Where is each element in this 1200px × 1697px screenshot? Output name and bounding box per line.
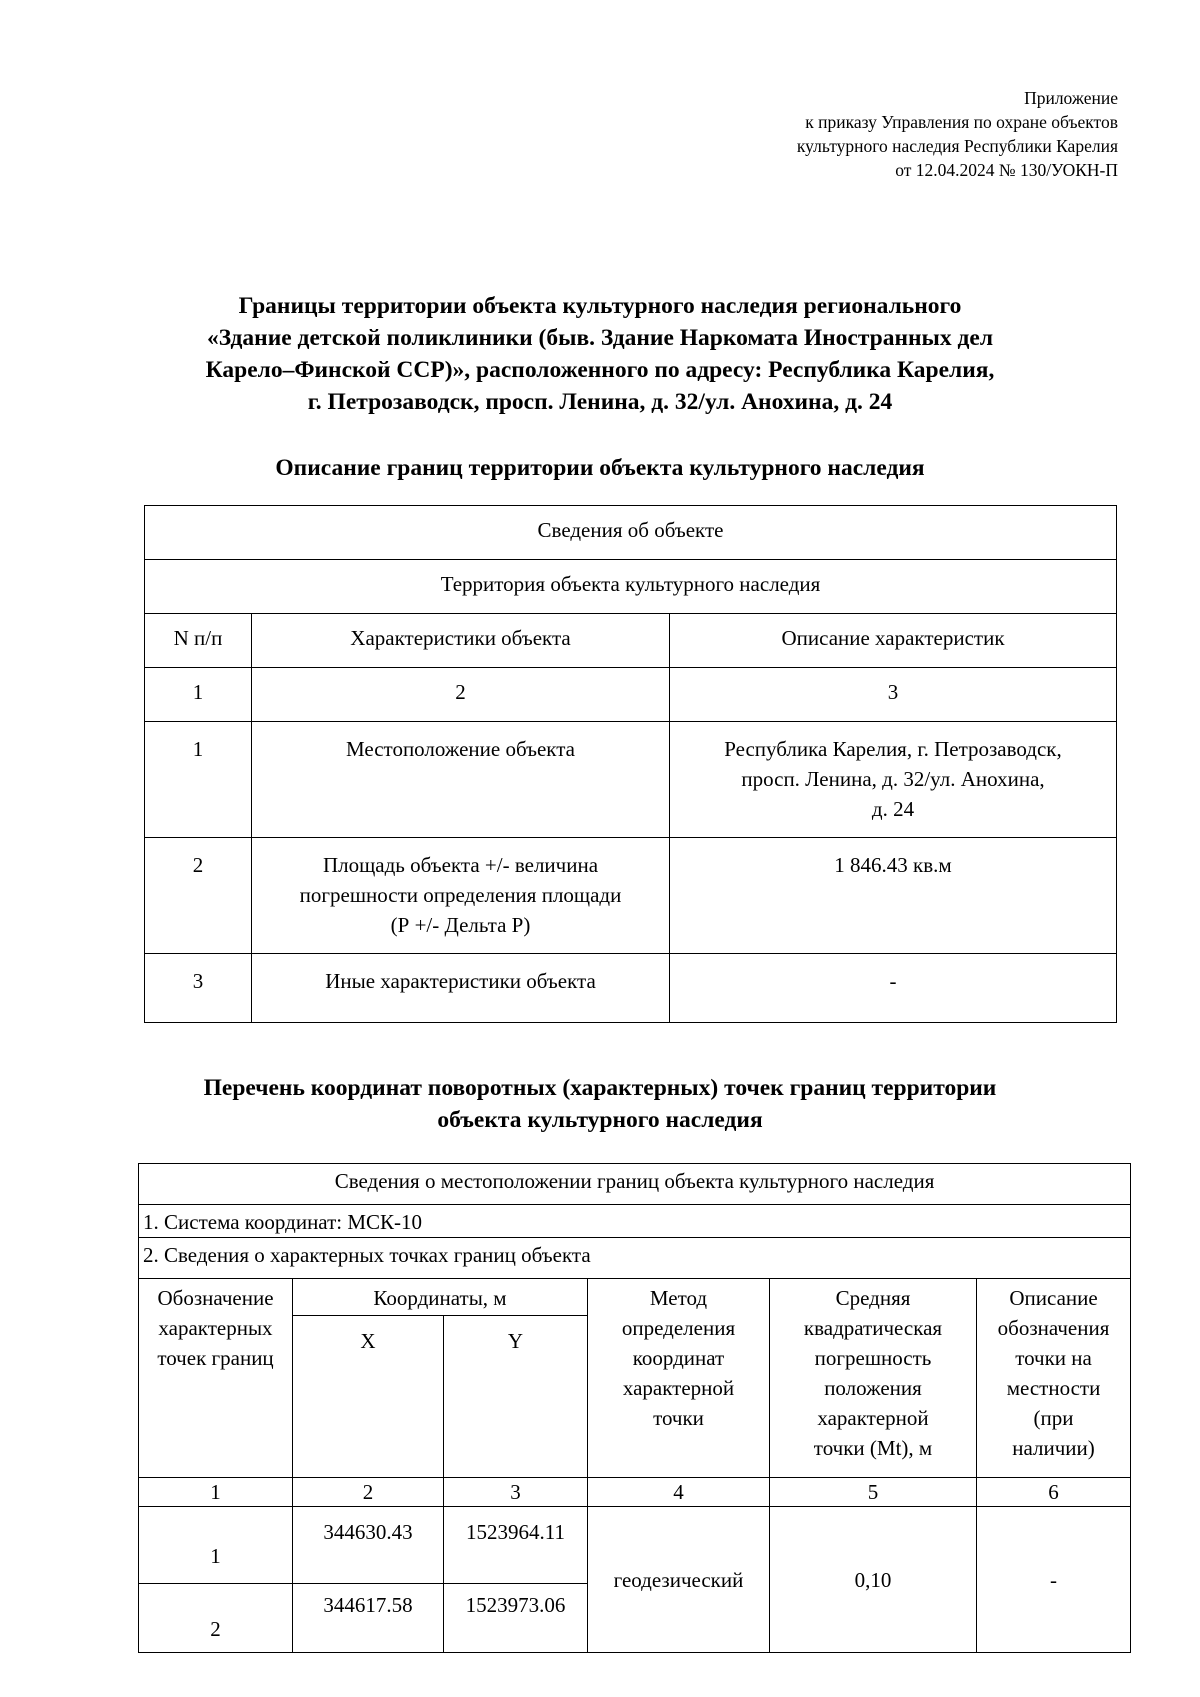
cell-line: погрешности определения площади	[299, 883, 622, 907]
cell-line: просп. Ленина, д. 32/ул. Анохина,	[741, 767, 1045, 791]
header-line: координат	[632, 1346, 725, 1370]
y-header: Y	[444, 1316, 588, 1478]
column-number: 2	[293, 1478, 444, 1507]
title-line: Границы территории объекта культурного наследия регионального	[238, 293, 962, 319]
cell-line: -	[889, 969, 897, 993]
appendix-line: от 12.04.2024 № 130/УОКН-П	[895, 160, 1118, 180]
header-line: Средняя	[835, 1286, 911, 1310]
column-number: 6	[977, 1478, 1131, 1507]
column-number: 2	[252, 668, 670, 722]
cell-line: Республика Карелия, г. Петрозаводск,	[724, 737, 1062, 761]
error-header	[770, 1279, 977, 1478]
cell-line: Площадь объекта +/- величина	[322, 853, 599, 877]
document-title	[100, 290, 1100, 418]
table-row	[145, 722, 1117, 838]
header-line: обозначения	[997, 1316, 1110, 1340]
characteristic-cell	[252, 954, 670, 1023]
object-info-table	[144, 505, 1117, 1023]
title-line: Карело–Финской ССР)», расположенного по адресу: Республика Карелия,	[205, 357, 995, 383]
cell-line: д. 24	[871, 797, 915, 821]
x-header: X	[293, 1316, 444, 1478]
characteristic-cell	[252, 838, 670, 954]
title-line: Перечень координат поворотных (характерных) точек границ территории	[203, 1075, 997, 1101]
description-cell	[670, 838, 1117, 954]
appendix-header	[698, 86, 1118, 182]
row-number: 1	[145, 722, 252, 838]
header-line: квадратическая	[803, 1316, 943, 1340]
column-number: 3	[670, 668, 1117, 722]
header-line: точек границ	[157, 1346, 274, 1370]
coordinates-table	[138, 1163, 1131, 1653]
header-line: определения	[621, 1316, 736, 1340]
section-title-boundaries: Описание границ территории объекта культурного наследия	[275, 455, 925, 481]
header-line: (при	[1033, 1406, 1074, 1430]
point-id: 2	[139, 1584, 293, 1653]
column-number: 1	[145, 668, 252, 722]
row-number: 3	[145, 954, 252, 1023]
point-id: 1	[139, 1507, 293, 1584]
row-number: 2	[145, 838, 252, 954]
points-section-label: 2. Сведения о характерных точках границ объекта	[139, 1238, 1131, 1279]
appendix-line: Приложение	[1024, 88, 1118, 108]
point-description-header	[977, 1279, 1131, 1478]
header-line: Обозначение	[157, 1286, 274, 1310]
header-line: точки (Mt), м	[813, 1436, 933, 1460]
cell-line: Иные характеристики объекта	[325, 969, 596, 993]
table-row	[145, 838, 1117, 954]
column-number: 1	[139, 1478, 293, 1507]
coordinates-header: Координаты, м	[293, 1279, 588, 1316]
cell-line: 1 846.43 кв.м	[834, 853, 952, 877]
title-line: г. Петрозаводск, просп. Ленина, д. 32/ул. Анохина, д. 24	[307, 389, 893, 415]
coordinate-system: 1. Система координат: МСК-10	[139, 1205, 1131, 1238]
table-row	[139, 1507, 1131, 1584]
appendix-line: к приказу Управления по охране объектов	[805, 112, 1118, 132]
header-line: местности	[1006, 1376, 1101, 1400]
cell-line: (Р +/- Дельта Р)	[390, 913, 531, 937]
table-caption: Сведения об объекте	[145, 506, 1117, 560]
column-header: Описание характеристик	[670, 614, 1117, 668]
title-line: объекта культурного наследия	[437, 1107, 763, 1133]
point-y: 1523964.11	[444, 1507, 588, 1584]
column-number: 5	[770, 1478, 977, 1507]
method-cell: геодезический	[588, 1507, 770, 1653]
appendix-line: культурного наследия Республики Карелия	[796, 136, 1118, 156]
header-line: положения	[824, 1376, 922, 1400]
point-description-cell: -	[977, 1507, 1131, 1653]
header-line: характерной	[622, 1376, 735, 1400]
header-line: погрешность	[814, 1346, 932, 1370]
header-line: характерных	[158, 1316, 273, 1340]
designation-header	[139, 1279, 293, 1478]
header-line: Метод	[649, 1286, 708, 1310]
table-caption: Сведения о местоположении границ объекта культурного наследия	[139, 1164, 1131, 1205]
cell-line: Местоположение объекта	[345, 737, 575, 761]
description-cell	[670, 954, 1117, 1023]
column-number: 4	[588, 1478, 770, 1507]
header-line: Описание	[1009, 1286, 1098, 1310]
header-line: точки на	[1015, 1346, 1092, 1370]
table-subcaption: Территория объекта культурного наследия	[145, 560, 1117, 614]
table-row	[145, 954, 1117, 1023]
error-cell: 0,10	[770, 1507, 977, 1653]
characteristic-cell	[252, 722, 670, 838]
column-header: Характеристики объекта	[252, 614, 670, 668]
point-x: 344617.58	[293, 1584, 444, 1653]
point-y: 1523973.06	[444, 1584, 588, 1653]
column-number: 3	[444, 1478, 588, 1507]
header-line: характерной	[817, 1406, 929, 1430]
method-header	[588, 1279, 770, 1478]
description-cell	[670, 722, 1117, 838]
header-line: наличии)	[1012, 1436, 1095, 1460]
point-x: 344630.43	[293, 1507, 444, 1584]
column-header: N п/п	[145, 614, 252, 668]
title-line: «Здание детской поликлиники (быв. Здание Наркомата Иностранных дел	[206, 325, 994, 351]
header-line: точки	[653, 1406, 704, 1430]
section-title-coordinates	[100, 1072, 1100, 1136]
